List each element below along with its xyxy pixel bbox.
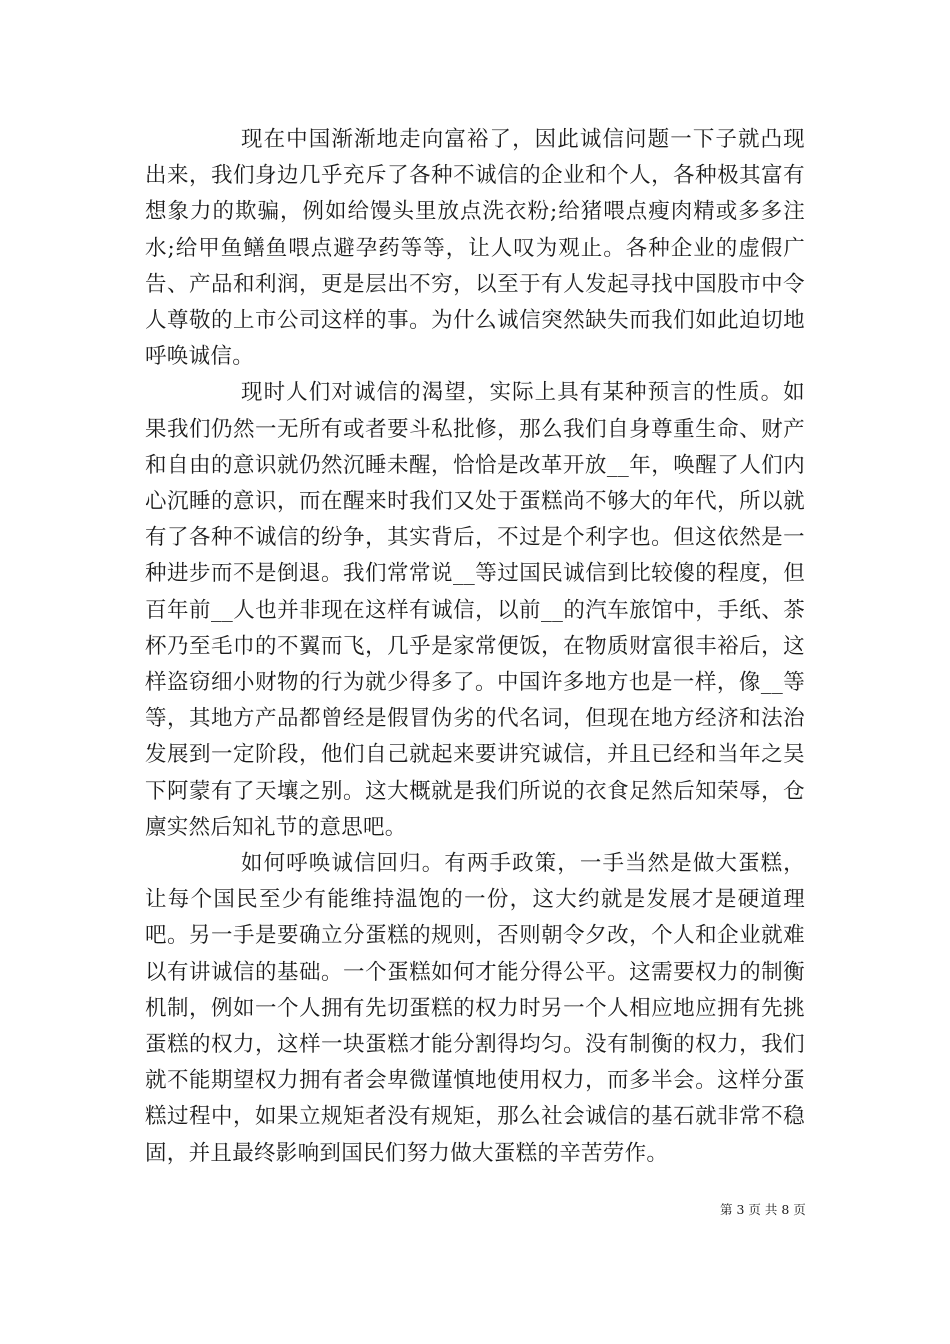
paragraph-2: 现时人们对诚信的渴望，实际上具有某种预言的性质。如果我们仍然一无所有或者要斗私批修，那么我们自身尊重生命、财产和自由的意识就仍然沉睡未醒，恰恰是改革开放__年，唤醒了人们内心沉睡的意识，而在醒来时我们又处于蛋糕尚不够大的年代，所以就有了各种不诚信的纷争，其实背后，不过是个利字也。但这依然是一种进步而不是倒退。我们常常说__等过国民诚信到比较傻的程度，但百年前__人也并非现在这样有诚信，以前__的汽车旅馆中，手纸、茶杯乃至毛巾的不翼而飞，几乎是家常便饭，在物质财富很丰裕后，这样盗窃细小财物的行为就少得多了。中国许多地方也是一样，像__等等，其地方产品都曾经是假冒伪劣的代名词，但现在地方经济和法治发展到一定阶段，他们自己就起来要讲究诚信，并且已经和当年之吴下阿蒙有了天壤之别。这大概就是我们所说的衣食足然后知荣辱，仓廪实然后知礼节的意思吧。 xyxy=(145,380,805,840)
document-body xyxy=(145,122,805,1172)
page-number-footer: 第 3 页 共 8 页 xyxy=(720,1202,806,1217)
paragraph-1: 现在中国渐渐地走向富裕了，因此诚信问题一下子就凸现出来，我们身边几乎充斥了各种不诚信的企业和个人，各种极其富有想象力的欺骗，例如给馒头里放点洗衣粉;给猪喂点瘦肉精或多多注水;给甲鱼鳝鱼喂点避孕药等等，让人叹为观止。各种企业的虚假广告、产品和利润，更是层出不穷，以至于有人发起寻找中国股市中令人尊敬的上市公司这样的事。为什么诚信突然缺失而我们如此迫切地呼唤诚信。 xyxy=(145,127,805,370)
paragraph-3: 如何呼唤诚信回归。有两手政策，一手当然是做大蛋糕，让每个国民至少有能维持温饱的一份，这大约就是发展才是硬道理吧。另一手是要确立分蛋糕的规则，否则朝令夕改，个人和企业就难以有讲诚信的基础。一个蛋糕如何才能分得公平。这需要权力的制衡机制，例如一个人拥有先切蛋糕的权力时另一个人相应地应拥有先挑蛋糕的权力，这样一块蛋糕才能分割得均匀。没有制衡的权力，我们就不能期望权力拥有者会卑微谨慎地使用权力，而多半会。这样分蛋糕过程中，如果立规矩者没有规矩，那么社会诚信的基石就非常不稳固，并且最终影响到国民们努力做大蛋糕的辛苦劳作。 xyxy=(145,851,805,1166)
